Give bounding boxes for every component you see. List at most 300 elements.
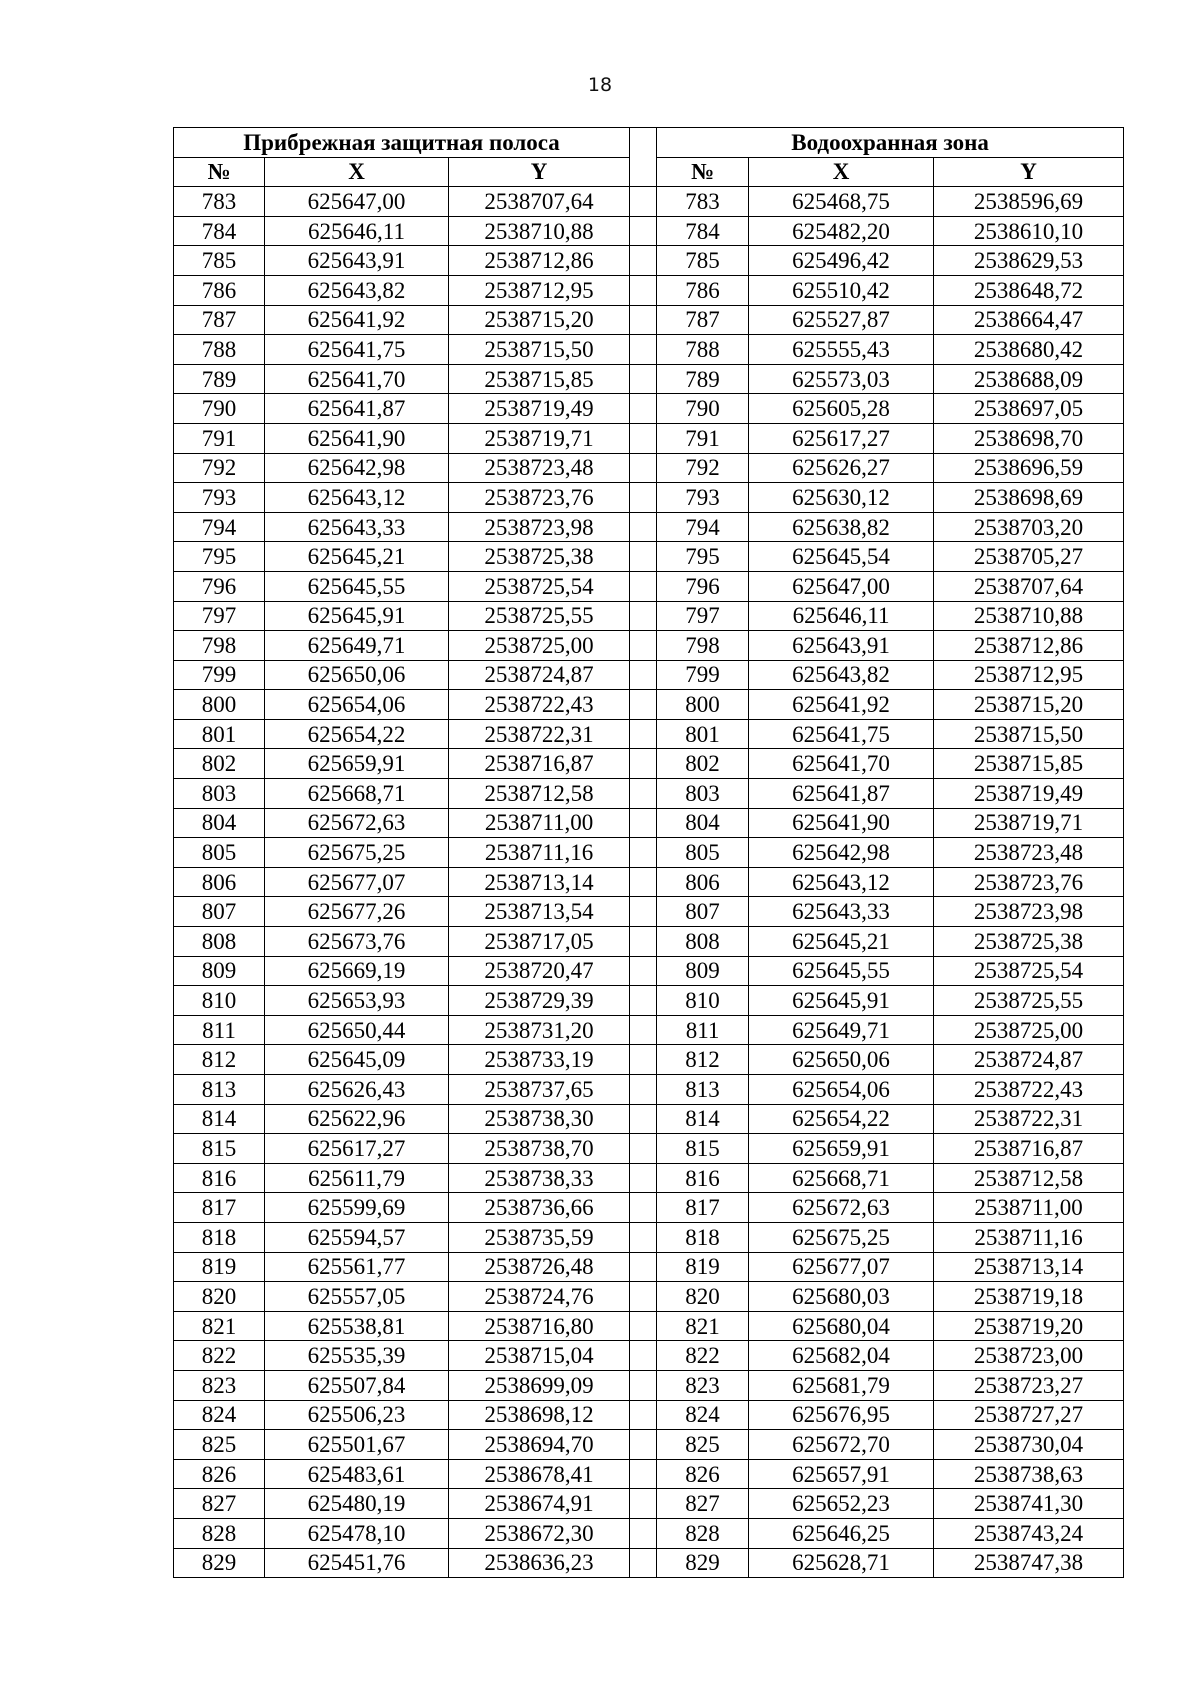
left-x-coordinate-cell: 625677,07 — [265, 867, 449, 897]
left-y-coordinate-cell: 2538712,58 — [449, 779, 630, 809]
left-x-coordinate-cell: 625626,43 — [265, 1075, 449, 1105]
right-y-coordinate-cell: 2538712,86 — [934, 631, 1124, 661]
right-point-number-cell: 804 — [657, 808, 749, 838]
column-gap-cell — [630, 423, 657, 453]
right-y-coordinate-cell: 2538703,20 — [934, 512, 1124, 542]
left-x-coordinate-cell: 625659,91 — [265, 749, 449, 779]
column-gap-cell — [630, 1193, 657, 1223]
table-row — [174, 749, 1124, 779]
left-x-coordinate-cell: 625668,71 — [265, 779, 449, 809]
left-y-coordinate-cell: 2538674,91 — [449, 1489, 630, 1519]
right-point-number-cell: 820 — [657, 1282, 749, 1312]
right-point-number-cell: 824 — [657, 1400, 749, 1430]
left-x-coordinate-cell: 625677,26 — [265, 897, 449, 927]
left-x-coordinate-cell: 625675,25 — [265, 838, 449, 868]
table-row — [174, 927, 1124, 957]
left-number-header: № — [174, 157, 265, 187]
table-row — [174, 1045, 1124, 1075]
left-point-number-cell: 784 — [174, 216, 265, 246]
right-point-number-cell: 795 — [657, 542, 749, 572]
table-row — [174, 1459, 1124, 1489]
right-y-coordinate-cell: 2538629,53 — [934, 246, 1124, 276]
right-x-coordinate-cell: 625641,75 — [749, 719, 934, 749]
right-x-header: X — [749, 157, 934, 187]
right-y-coordinate-cell: 2538715,20 — [934, 690, 1124, 720]
left-point-number-cell: 788 — [174, 335, 265, 365]
right-point-number-cell: 803 — [657, 779, 749, 809]
table-row — [174, 1134, 1124, 1164]
left-y-coordinate-cell: 2538722,43 — [449, 690, 630, 720]
right-y-coordinate-cell: 2538719,18 — [934, 1282, 1124, 1312]
left-x-coordinate-cell: 625641,90 — [265, 423, 449, 453]
right-x-coordinate-cell: 625681,79 — [749, 1370, 934, 1400]
left-x-coordinate-cell: 625611,79 — [265, 1163, 449, 1193]
left-point-number-cell: 815 — [174, 1134, 265, 1164]
right-x-coordinate-cell: 625659,91 — [749, 1134, 934, 1164]
left-y-coordinate-cell: 2538713,14 — [449, 867, 630, 897]
left-y-coordinate-cell: 2538699,09 — [449, 1370, 630, 1400]
left-y-coordinate-cell: 2538720,47 — [449, 956, 630, 986]
right-x-coordinate-cell: 625630,12 — [749, 483, 934, 513]
column-gap-cell — [630, 1134, 657, 1164]
left-y-coordinate-cell: 2538725,00 — [449, 631, 630, 661]
left-y-coordinate-cell: 2538711,00 — [449, 808, 630, 838]
right-y-coordinate-cell: 2538741,30 — [934, 1489, 1124, 1519]
right-x-coordinate-cell: 625573,03 — [749, 364, 934, 394]
right-point-number-cell: 810 — [657, 986, 749, 1016]
table-row — [174, 1163, 1124, 1193]
left-y-coordinate-cell: 2538715,04 — [449, 1341, 630, 1371]
right-point-number-cell: 794 — [657, 512, 749, 542]
right-point-number-cell: 829 — [657, 1548, 749, 1578]
left-point-number-cell: 812 — [174, 1045, 265, 1075]
right-point-number-cell: 796 — [657, 571, 749, 601]
left-y-coordinate-cell: 2538737,65 — [449, 1075, 630, 1105]
right-y-coordinate-cell: 2538730,04 — [934, 1430, 1124, 1460]
coordinates-table — [173, 127, 1124, 1578]
table-row — [174, 1341, 1124, 1371]
column-gap-cell — [630, 483, 657, 513]
right-x-coordinate-cell: 625645,55 — [749, 956, 934, 986]
right-x-coordinate-cell: 625638,82 — [749, 512, 934, 542]
left-y-coordinate-cell: 2538726,48 — [449, 1252, 630, 1282]
right-y-coordinate-cell: 2538712,95 — [934, 660, 1124, 690]
right-x-coordinate-cell: 625641,87 — [749, 779, 934, 809]
right-point-number-cell: 797 — [657, 601, 749, 631]
column-gap-cell — [630, 838, 657, 868]
left-x-coordinate-cell: 625645,09 — [265, 1045, 449, 1075]
table-row — [174, 1282, 1124, 1312]
left-point-number-cell: 809 — [174, 956, 265, 986]
right-point-number-cell: 817 — [657, 1193, 749, 1223]
column-gap-cell — [630, 690, 657, 720]
right-x-coordinate-cell: 625641,92 — [749, 690, 934, 720]
left-x-coordinate-cell: 625641,75 — [265, 335, 449, 365]
left-y-coordinate-cell: 2538723,48 — [449, 453, 630, 483]
left-y-coordinate-cell: 2538712,95 — [449, 275, 630, 305]
right-y-coordinate-cell: 2538723,76 — [934, 867, 1124, 897]
right-x-coordinate-cell: 625643,91 — [749, 631, 934, 661]
right-y-coordinate-cell: 2538697,05 — [934, 394, 1124, 424]
left-y-coordinate-cell: 2538719,71 — [449, 423, 630, 453]
column-gap-cell — [630, 897, 657, 927]
right-x-coordinate-cell: 625657,91 — [749, 1459, 934, 1489]
left-point-number-cell: 824 — [174, 1400, 265, 1430]
right-x-coordinate-cell: 625650,06 — [749, 1045, 934, 1075]
left-x-coordinate-cell: 625480,19 — [265, 1489, 449, 1519]
right-x-coordinate-cell: 625643,82 — [749, 660, 934, 690]
left-point-number-cell: 813 — [174, 1075, 265, 1105]
right-point-number-cell: 807 — [657, 897, 749, 927]
right-y-coordinate-cell: 2538648,72 — [934, 275, 1124, 305]
column-gap-cell — [630, 1045, 657, 1075]
right-point-number-cell: 813 — [657, 1075, 749, 1105]
left-x-coordinate-cell: 625649,71 — [265, 631, 449, 661]
left-x-coordinate-cell: 625643,12 — [265, 483, 449, 513]
right-y-header: Y — [934, 157, 1124, 187]
left-y-coordinate-cell: 2538717,05 — [449, 927, 630, 957]
column-gap-cell — [630, 571, 657, 601]
left-y-coordinate-cell: 2538725,54 — [449, 571, 630, 601]
right-point-number-cell: 828 — [657, 1518, 749, 1548]
left-x-coordinate-cell: 625641,87 — [265, 394, 449, 424]
table-row — [174, 897, 1124, 927]
right-point-number-cell: 785 — [657, 246, 749, 276]
right-point-number-cell: 818 — [657, 1222, 749, 1252]
right-point-number-cell: 825 — [657, 1430, 749, 1460]
right-x-coordinate-cell: 625510,42 — [749, 275, 934, 305]
left-point-number-cell: 818 — [174, 1222, 265, 1252]
right-y-coordinate-cell: 2538725,38 — [934, 927, 1124, 957]
column-gap-cell — [630, 542, 657, 572]
right-point-number-cell: 816 — [657, 1163, 749, 1193]
table-row — [174, 187, 1124, 217]
right-x-coordinate-cell: 625643,33 — [749, 897, 934, 927]
right-point-number-cell: 786 — [657, 275, 749, 305]
table-row — [174, 1400, 1124, 1430]
right-y-coordinate-cell: 2538698,69 — [934, 483, 1124, 513]
column-gap-cell — [630, 956, 657, 986]
right-point-number-cell: 822 — [657, 1341, 749, 1371]
left-point-number-cell: 828 — [174, 1518, 265, 1548]
column-gap-cell — [630, 1222, 657, 1252]
left-x-coordinate-cell: 625643,82 — [265, 275, 449, 305]
right-y-coordinate-cell: 2538715,50 — [934, 719, 1124, 749]
left-x-coordinate-cell: 625622,96 — [265, 1104, 449, 1134]
column-gap-cell — [630, 749, 657, 779]
left-point-number-cell: 807 — [174, 897, 265, 927]
table-row — [174, 601, 1124, 631]
table-row — [174, 453, 1124, 483]
left-y-coordinate-cell: 2538738,33 — [449, 1163, 630, 1193]
right-point-number-cell: 815 — [657, 1134, 749, 1164]
left-y-coordinate-cell: 2538723,76 — [449, 483, 630, 513]
right-y-coordinate-cell: 2538688,09 — [934, 364, 1124, 394]
table-row — [174, 1311, 1124, 1341]
right-y-coordinate-cell: 2538716,87 — [934, 1134, 1124, 1164]
column-gap-cell — [630, 187, 657, 217]
table-row — [174, 1548, 1124, 1578]
page-number: 18 — [587, 74, 613, 96]
right-y-coordinate-cell: 2538723,98 — [934, 897, 1124, 927]
left-x-coordinate-cell: 625645,55 — [265, 571, 449, 601]
left-x-coordinate-cell: 625501,67 — [265, 1430, 449, 1460]
table-row — [174, 1489, 1124, 1519]
left-y-coordinate-cell: 2538715,85 — [449, 364, 630, 394]
right-y-coordinate-cell: 2538696,59 — [934, 453, 1124, 483]
left-x-coordinate-cell: 625643,33 — [265, 512, 449, 542]
left-y-coordinate-cell: 2538733,19 — [449, 1045, 630, 1075]
left-x-coordinate-cell: 625557,05 — [265, 1282, 449, 1312]
left-point-number-cell: 789 — [174, 364, 265, 394]
left-point-number-cell: 787 — [174, 305, 265, 335]
right-point-number-cell: 806 — [657, 867, 749, 897]
right-x-coordinate-cell: 625680,03 — [749, 1282, 934, 1312]
column-gap-cell — [630, 660, 657, 690]
left-x-coordinate-cell: 625673,76 — [265, 927, 449, 957]
left-x-coordinate-cell: 625672,63 — [265, 808, 449, 838]
left-y-coordinate-cell: 2538713,54 — [449, 897, 630, 927]
right-x-coordinate-cell: 625645,21 — [749, 927, 934, 957]
left-point-number-cell: 825 — [174, 1430, 265, 1460]
column-gap-cell — [630, 1075, 657, 1105]
left-point-number-cell: 802 — [174, 749, 265, 779]
right-x-coordinate-cell: 625643,12 — [749, 867, 934, 897]
right-y-coordinate-cell: 2538596,69 — [934, 187, 1124, 217]
left-y-coordinate-cell: 2538724,76 — [449, 1282, 630, 1312]
table-row — [174, 305, 1124, 335]
left-x-coordinate-cell: 625643,91 — [265, 246, 449, 276]
left-point-number-cell: 821 — [174, 1311, 265, 1341]
left-point-number-cell: 785 — [174, 246, 265, 276]
left-point-number-cell: 786 — [174, 275, 265, 305]
right-x-coordinate-cell: 625617,27 — [749, 423, 934, 453]
left-point-number-cell: 817 — [174, 1193, 265, 1223]
table-row — [174, 660, 1124, 690]
left-y-coordinate-cell: 2538715,20 — [449, 305, 630, 335]
right-x-coordinate-cell: 625645,54 — [749, 542, 934, 572]
right-x-coordinate-cell: 625680,04 — [749, 1311, 934, 1341]
column-gap-cell — [630, 1311, 657, 1341]
left-y-coordinate-cell: 2538724,87 — [449, 660, 630, 690]
left-y-coordinate-cell: 2538698,12 — [449, 1400, 630, 1430]
table-row — [174, 808, 1124, 838]
left-x-coordinate-cell: 625483,61 — [265, 1459, 449, 1489]
left-y-coordinate-cell: 2538636,23 — [449, 1548, 630, 1578]
right-point-number-cell: 791 — [657, 423, 749, 453]
left-point-number-cell: 820 — [174, 1282, 265, 1312]
right-y-coordinate-cell: 2538711,16 — [934, 1222, 1124, 1252]
left-point-number-cell: 801 — [174, 719, 265, 749]
left-point-number-cell: 805 — [174, 838, 265, 868]
right-point-number-cell: 821 — [657, 1311, 749, 1341]
left-x-coordinate-cell: 625507,84 — [265, 1370, 449, 1400]
table-row — [174, 483, 1124, 513]
column-gap-cell — [630, 1400, 657, 1430]
table-row — [174, 1222, 1124, 1252]
left-point-number-cell: 804 — [174, 808, 265, 838]
column-gap-cell — [630, 808, 657, 838]
column-gap-cell — [630, 1104, 657, 1134]
table-row — [174, 1193, 1124, 1223]
table-row — [174, 867, 1124, 897]
left-point-number-cell: 798 — [174, 631, 265, 661]
column-gap-cell — [630, 1489, 657, 1519]
right-x-coordinate-cell: 625646,25 — [749, 1518, 934, 1548]
left-y-coordinate-cell: 2538738,70 — [449, 1134, 630, 1164]
right-x-coordinate-cell: 625645,91 — [749, 986, 934, 1016]
right-point-number-cell: 783 — [657, 187, 749, 217]
left-y-coordinate-cell: 2538715,50 — [449, 335, 630, 365]
left-x-header: X — [265, 157, 449, 187]
column-gap-cell — [630, 275, 657, 305]
zone-title-row — [174, 128, 1124, 158]
column-gap-cell — [630, 305, 657, 335]
right-point-number-cell: 799 — [657, 660, 749, 690]
column-gap-cell — [630, 1430, 657, 1460]
left-point-number-cell: 806 — [174, 867, 265, 897]
left-y-coordinate-cell: 2538738,30 — [449, 1104, 630, 1134]
right-y-coordinate-cell: 2538707,64 — [934, 571, 1124, 601]
right-y-coordinate-cell: 2538727,27 — [934, 1400, 1124, 1430]
right-point-number-cell: 827 — [657, 1489, 749, 1519]
right-x-coordinate-cell: 625682,04 — [749, 1341, 934, 1371]
right-y-coordinate-cell: 2538725,00 — [934, 1015, 1124, 1045]
right-point-number-cell: 798 — [657, 631, 749, 661]
right-x-coordinate-cell: 625652,23 — [749, 1489, 934, 1519]
right-x-coordinate-cell: 625647,00 — [749, 571, 934, 601]
left-point-number-cell: 795 — [174, 542, 265, 572]
right-x-coordinate-cell: 625482,20 — [749, 216, 934, 246]
right-x-coordinate-cell: 625646,11 — [749, 601, 934, 631]
right-point-number-cell: 809 — [657, 956, 749, 986]
left-y-coordinate-cell: 2538723,98 — [449, 512, 630, 542]
right-y-coordinate-cell: 2538747,38 — [934, 1548, 1124, 1578]
right-x-coordinate-cell: 625555,43 — [749, 335, 934, 365]
table-row — [174, 364, 1124, 394]
left-y-coordinate-cell: 2538735,59 — [449, 1222, 630, 1252]
right-x-coordinate-cell: 625496,42 — [749, 246, 934, 276]
right-y-coordinate-cell: 2538725,55 — [934, 986, 1124, 1016]
left-y-header: Y — [449, 157, 630, 187]
left-x-coordinate-cell: 625647,00 — [265, 187, 449, 217]
table-row — [174, 423, 1124, 453]
right-point-number-cell: 788 — [657, 335, 749, 365]
column-gap-cell — [630, 867, 657, 897]
left-point-number-cell: 829 — [174, 1548, 265, 1578]
table-row — [174, 1015, 1124, 1045]
table-row — [174, 631, 1124, 661]
left-point-number-cell: 826 — [174, 1459, 265, 1489]
table-row — [174, 512, 1124, 542]
right-y-coordinate-cell: 2538722,31 — [934, 1104, 1124, 1134]
left-x-coordinate-cell: 625538,81 — [265, 1311, 449, 1341]
right-point-number-cell: 790 — [657, 394, 749, 424]
right-y-coordinate-cell: 2538711,00 — [934, 1193, 1124, 1223]
column-gap-cell — [630, 335, 657, 365]
left-point-number-cell: 797 — [174, 601, 265, 631]
left-y-coordinate-cell: 2538722,31 — [449, 719, 630, 749]
column-gap-cell — [630, 779, 657, 809]
left-y-coordinate-cell: 2538716,87 — [449, 749, 630, 779]
column-gap-cell — [630, 986, 657, 1016]
table-row — [174, 986, 1124, 1016]
left-point-number-cell: 823 — [174, 1370, 265, 1400]
left-x-coordinate-cell: 625669,19 — [265, 956, 449, 986]
left-point-number-cell: 827 — [174, 1489, 265, 1519]
right-x-coordinate-cell: 625605,28 — [749, 394, 934, 424]
left-point-number-cell: 808 — [174, 927, 265, 957]
right-zone-title: Водоохранная зона — [657, 128, 1124, 158]
right-point-number-cell: 793 — [657, 483, 749, 513]
left-point-number-cell: 822 — [174, 1341, 265, 1371]
right-x-coordinate-cell: 625654,22 — [749, 1104, 934, 1134]
left-x-coordinate-cell: 625654,22 — [265, 719, 449, 749]
left-y-coordinate-cell: 2538672,30 — [449, 1518, 630, 1548]
left-x-coordinate-cell: 625642,98 — [265, 453, 449, 483]
column-gap-cell — [630, 1015, 657, 1045]
left-zone-title: Прибрежная защитная полоса — [174, 128, 630, 158]
column-gap-cell — [630, 719, 657, 749]
left-point-number-cell: 791 — [174, 423, 265, 453]
left-y-coordinate-cell: 2538731,20 — [449, 1015, 630, 1045]
right-x-coordinate-cell: 625626,27 — [749, 453, 934, 483]
left-x-coordinate-cell: 625654,06 — [265, 690, 449, 720]
left-point-number-cell: 810 — [174, 986, 265, 1016]
right-number-header: № — [657, 157, 749, 187]
table-row — [174, 1252, 1124, 1282]
left-y-coordinate-cell: 2538736,66 — [449, 1193, 630, 1223]
left-x-coordinate-cell: 625650,44 — [265, 1015, 449, 1045]
right-x-coordinate-cell: 625641,90 — [749, 808, 934, 838]
left-point-number-cell: 796 — [174, 571, 265, 601]
left-y-coordinate-cell: 2538729,39 — [449, 986, 630, 1016]
left-point-number-cell: 799 — [174, 660, 265, 690]
left-point-number-cell: 816 — [174, 1163, 265, 1193]
right-x-coordinate-cell: 625672,63 — [749, 1193, 934, 1223]
right-x-coordinate-cell: 625668,71 — [749, 1163, 934, 1193]
table-row — [174, 719, 1124, 749]
left-x-coordinate-cell: 625646,11 — [265, 216, 449, 246]
right-point-number-cell: 787 — [657, 305, 749, 335]
left-point-number-cell: 783 — [174, 187, 265, 217]
left-x-coordinate-cell: 625645,21 — [265, 542, 449, 572]
table-row — [174, 571, 1124, 601]
left-x-coordinate-cell: 625451,76 — [265, 1548, 449, 1578]
right-point-number-cell: 819 — [657, 1252, 749, 1282]
right-y-coordinate-cell: 2538715,85 — [934, 749, 1124, 779]
left-point-number-cell: 790 — [174, 394, 265, 424]
left-x-coordinate-cell: 625599,69 — [265, 1193, 449, 1223]
right-x-coordinate-cell: 625628,71 — [749, 1548, 934, 1578]
coordinates-table-body — [174, 187, 1124, 1578]
right-x-coordinate-cell: 625649,71 — [749, 1015, 934, 1045]
column-gap-cell — [630, 512, 657, 542]
left-point-number-cell: 814 — [174, 1104, 265, 1134]
right-point-number-cell: 792 — [657, 453, 749, 483]
right-x-coordinate-cell: 625642,98 — [749, 838, 934, 868]
left-point-number-cell: 819 — [174, 1252, 265, 1282]
right-y-coordinate-cell: 2538723,27 — [934, 1370, 1124, 1400]
table-row — [174, 779, 1124, 809]
right-y-coordinate-cell: 2538724,87 — [934, 1045, 1124, 1075]
left-point-number-cell: 792 — [174, 453, 265, 483]
right-y-coordinate-cell: 2538680,42 — [934, 335, 1124, 365]
column-gap-cell — [630, 631, 657, 661]
right-y-coordinate-cell: 2538743,24 — [934, 1518, 1124, 1548]
column-gap-cell — [630, 927, 657, 957]
right-y-coordinate-cell: 2538723,00 — [934, 1341, 1124, 1371]
